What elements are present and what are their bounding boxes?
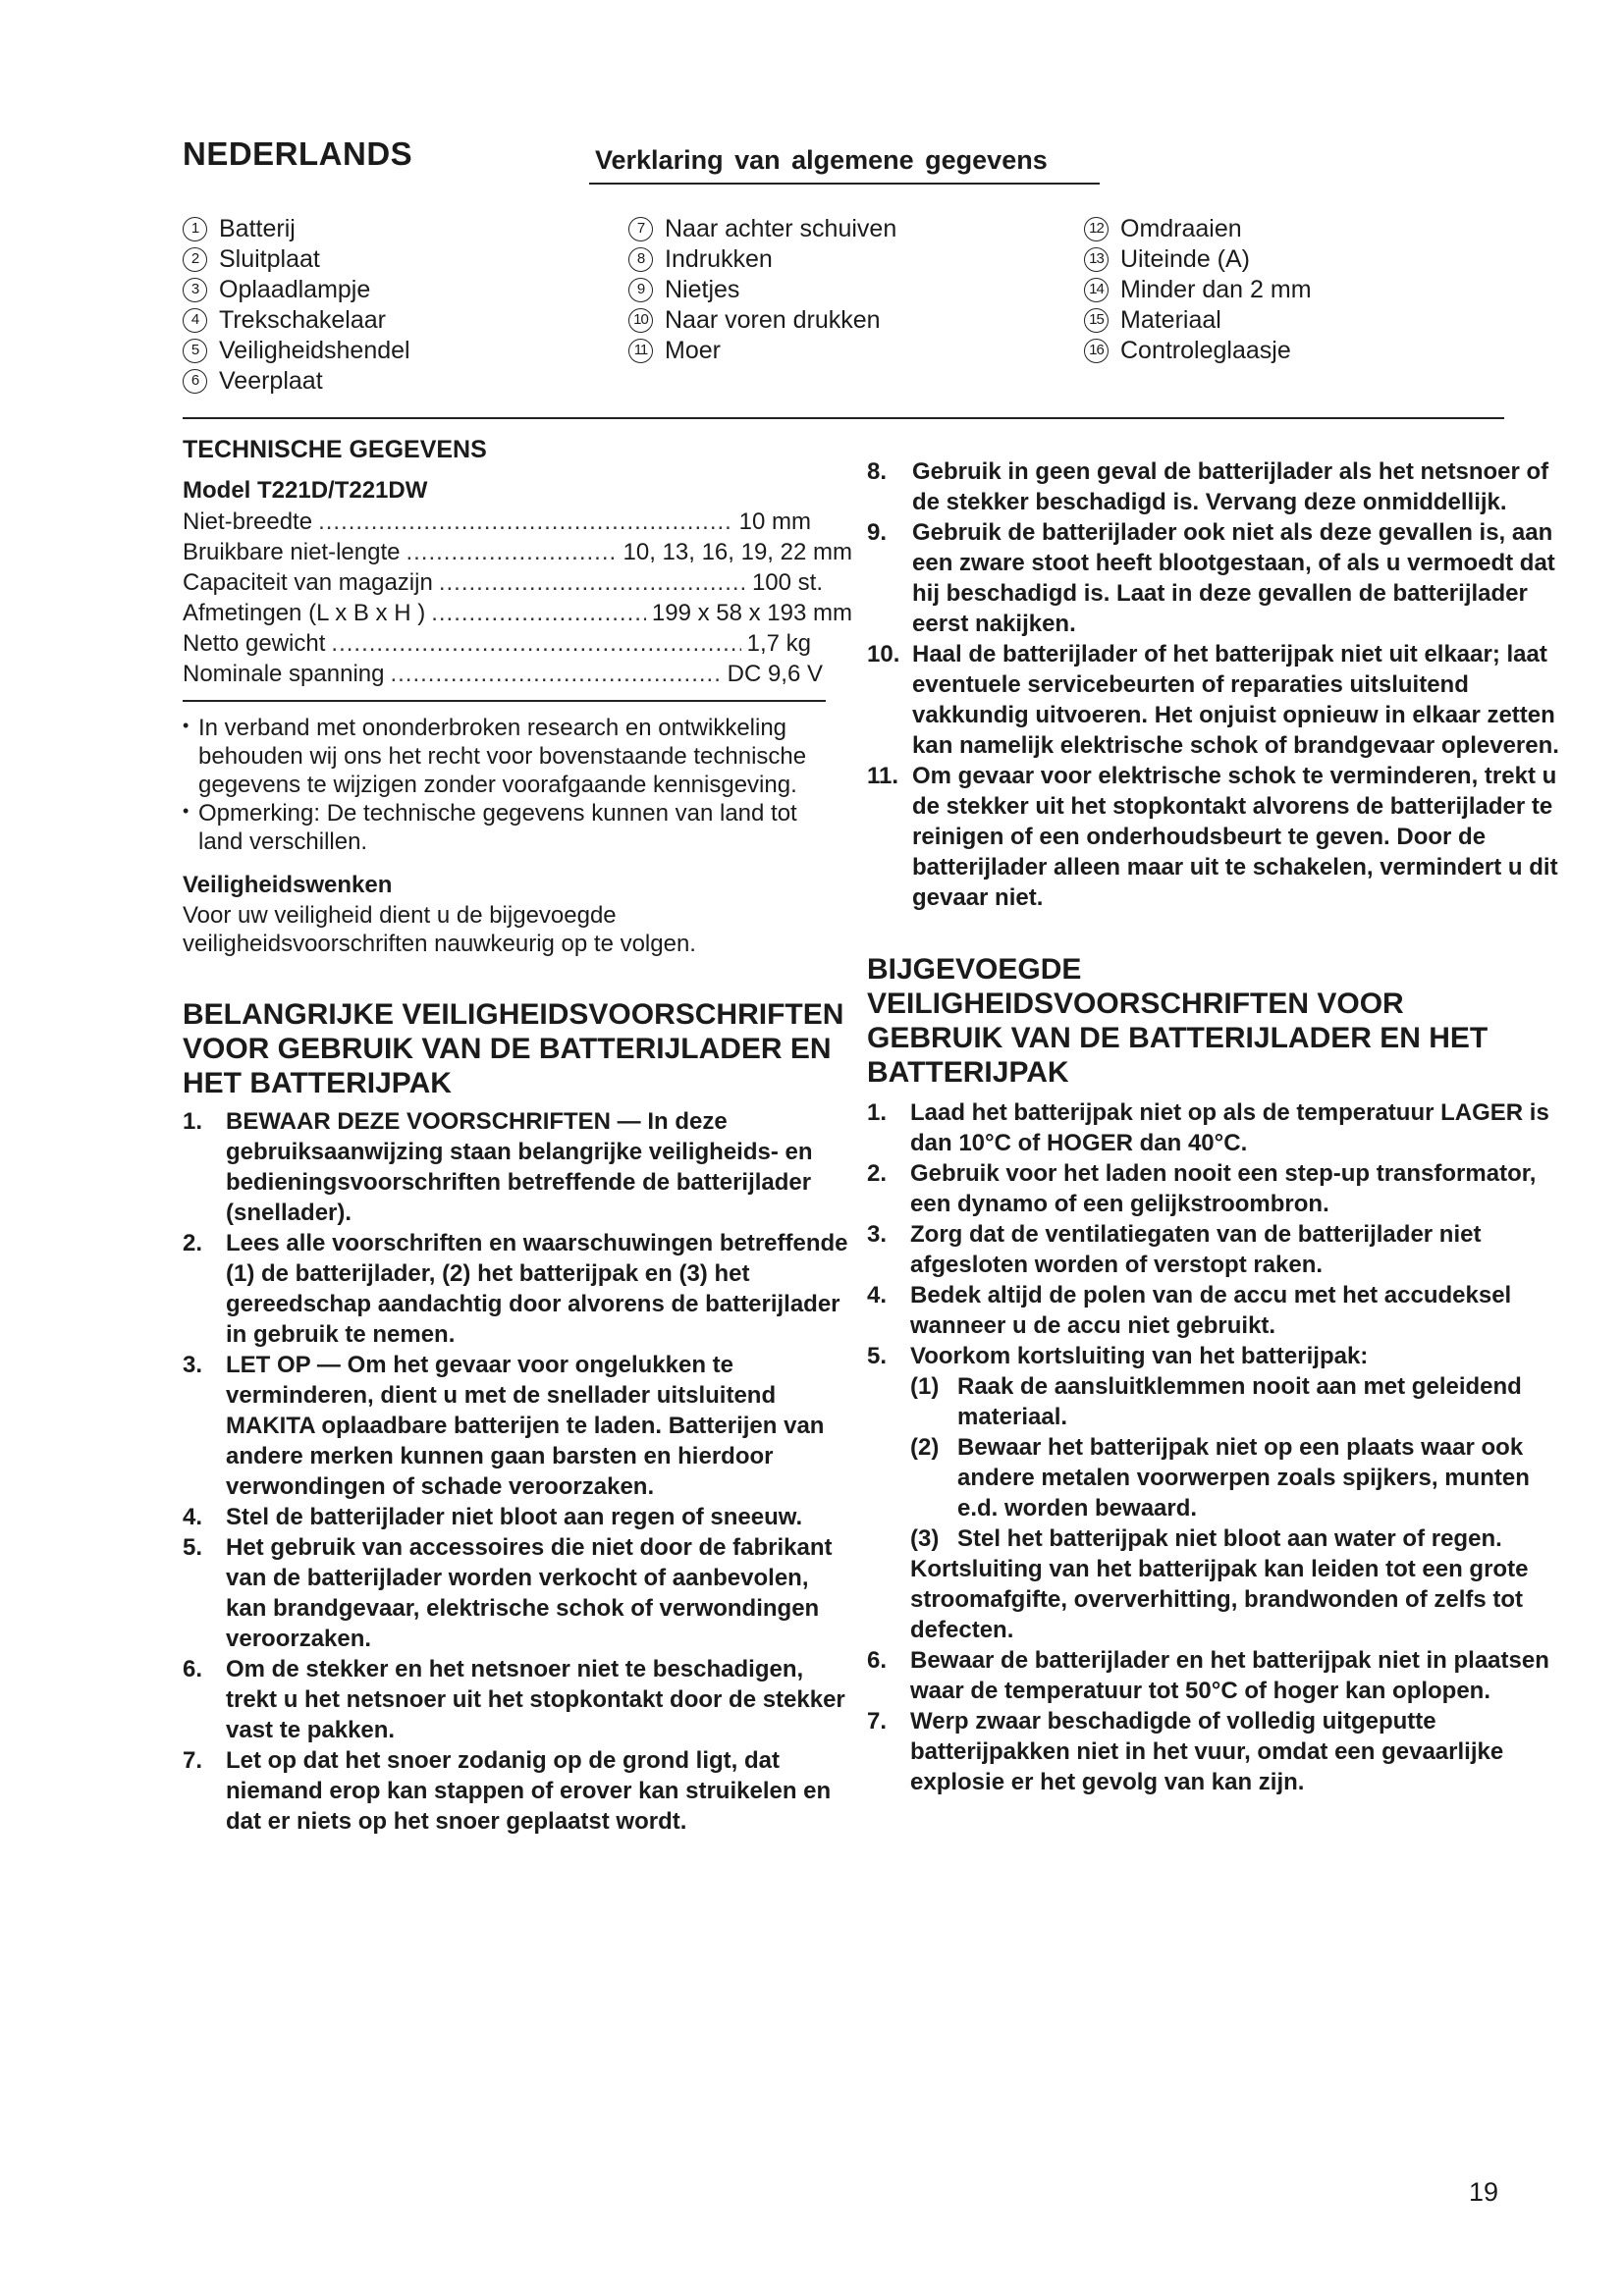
legend-item <box>628 275 896 305</box>
legend-label: Sluitplaat <box>219 245 320 273</box>
list-item-text: Gebruik in geen geval de batterijlader als het netsnoer of de stekker beschadigd is. Vervang deze onmiddellijk. <box>912 458 1549 515</box>
sub-item-text: Stel het batterijpak niet bloot aan water of regen. <box>957 1525 1502 1552</box>
legend-number-badge: 11 <box>628 339 653 363</box>
list-item <box>867 1219 1564 1280</box>
legend-item <box>1084 214 1312 244</box>
section-language-heading: NEDERLANDS <box>183 135 413 172</box>
list-item <box>183 1502 852 1532</box>
legend-column-2 <box>628 214 896 366</box>
list-item-text: Het gebruik van accessoires die niet door de fabrikant van de batterijlader worden verkocht of aanbevolen, kan brandgevaar, elektrische schok of verwondingen veroorzaken. <box>226 1534 833 1652</box>
list-item-number: 6. <box>867 1647 888 1674</box>
spec-row <box>183 507 852 537</box>
list-item-text: Laad het batterijpak niet op als de temperatuur LAGER is dan 10°C of HOGER dan 40°C. <box>910 1099 1549 1156</box>
spec-value: 10 mm <box>738 508 811 535</box>
legend-label: Veiligheidshendel <box>219 337 410 364</box>
supplied-list <box>867 1097 1564 1797</box>
important-list <box>183 1106 852 1837</box>
list-item-number: 1. <box>867 1099 888 1126</box>
list-item-text: Werp zwaar beschadigde of volledig uitgeputte batterijpakken niet in het vuur, omdat een gevaarlijke explosie er het gevolg van kan zijn. <box>910 1708 1504 1795</box>
supplied-section-title: BIJGEVOEGDE VEILIGHEIDSVOORSCHRIFTEN VOOR GEBRUIK VAN DE BATTERIJLADER EN HET BATTERIJPAK <box>867 953 1489 1089</box>
spec-leader-dots <box>439 567 746 598</box>
legend-column-3 <box>1084 214 1312 366</box>
list-item-number: 3. <box>867 1221 888 1248</box>
spec-label: Capaciteit van magazijn <box>183 569 433 596</box>
list-item-number: 2. <box>183 1230 203 1256</box>
list-item <box>867 1097 1564 1158</box>
specs-title: TECHNISCHE GEGEVENS <box>183 436 487 463</box>
safety-tips-text: Voor uw veiligheid dient u de bijgevoegde veiligheidsvoorschriften nauwkeurig op te volgen. <box>183 902 696 957</box>
legend-item <box>183 366 410 397</box>
continued-list <box>867 456 1564 913</box>
legend-number-badge: 5 <box>183 339 207 363</box>
list-item <box>183 1532 852 1654</box>
legend-label: Controleglaasje <box>1120 337 1291 364</box>
list-item-text: Haal de batterijlader of het batterijpak niet uit elkaar; laat eventuele servicebeurten of reparaties uitsluitend vakkundig uitvoeren. Het onjuist opnieuw in elkaar zetten kan namelijk elektrische schok of brandgevaar opleveren. <box>912 641 1559 759</box>
legend-label: Naar achter schuiven <box>665 215 897 242</box>
legend-number-badge: 1 <box>183 217 207 241</box>
list-item <box>183 1654 852 1745</box>
list-item-text: Stel de batterijlader niet bloot aan regen of sneeuw. <box>226 1504 803 1530</box>
list-item-number: 5. <box>867 1343 888 1369</box>
left-column <box>183 434 852 1837</box>
page-number: 19 <box>1469 2177 1499 2207</box>
list-item-number: 6. <box>183 1656 203 1682</box>
list-item-followup-text: Kortsluiting van het batterijpak kan leiden tot een grote stroomafgifte, oververhitting, brandwonden of zelfs tot defecten. <box>910 1556 1529 1643</box>
list-item-text: BEWAAR DEZE VOORSCHRIFTEN — In deze gebruiksaanwijzing staan belangrijke veiligheids- en bedieningsvoorschriften betreffende de batterijlader (snellader). <box>226 1108 813 1226</box>
legend-label: Uiteinde (A) <box>1120 245 1250 273</box>
safety-tips-title: Veiligheidswenken <box>183 872 393 898</box>
legend-number-badge: 6 <box>183 369 207 394</box>
list-item <box>867 1706 1564 1797</box>
legend-number-badge: 4 <box>183 308 207 333</box>
sub-item <box>910 1432 1564 1523</box>
list-item-number: 3. <box>183 1352 203 1378</box>
legend-item <box>1084 336 1312 366</box>
list-item-number: 8. <box>867 458 888 485</box>
list-item-number: 2. <box>867 1160 888 1187</box>
legend-item <box>628 336 896 366</box>
legend-number-badge: 10 <box>628 308 653 333</box>
legend-column-1 <box>183 214 410 397</box>
legend-label: Omdraaien <box>1120 215 1242 242</box>
list-item-number: 4. <box>183 1504 203 1530</box>
legend-number-badge: 15 <box>1084 308 1109 333</box>
sub-item-text: Raak de aansluitklemmen nooit aan met geleidend materiaal. <box>957 1373 1522 1430</box>
legend-label: Nietjes <box>665 276 740 303</box>
list-item-body <box>910 1341 1564 1645</box>
legend-number-badge: 9 <box>628 278 653 302</box>
spec-value: 199 x 58 x 193 mm <box>651 600 852 626</box>
list-item-number: 5. <box>183 1534 203 1561</box>
legend-number-badge: 12 <box>1084 217 1109 241</box>
list-item <box>867 1280 1564 1341</box>
list-item-number: 1. <box>183 1108 203 1135</box>
legend-number-badge: 8 <box>628 247 653 272</box>
spec-row <box>183 628 852 659</box>
list-item <box>183 1228 852 1350</box>
sub-item <box>910 1371 1564 1432</box>
sub-item-number: (1) <box>910 1373 940 1400</box>
list-item-text: LET OP — Om het gevaar voor ongelukken te verminderen, dient u met de snellader uitsluitend MAKITA oplaadbare batterijen te laden. Batterijen van andere merken kunnen gaan barsten en hierdoor verwondingen of schade veroorzaken. <box>226 1352 825 1500</box>
list-item <box>867 639 1564 761</box>
legend-label: Oplaadlampje <box>219 276 371 303</box>
important-section-title: BELANGRIJKE VEILIGHEIDSVOORSCHRIFTEN VOOR GEBRUIK VAN DE BATTERIJLADER EN HET BATTERIJPAK <box>183 998 844 1099</box>
spec-row <box>183 659 852 689</box>
list-item-text: Bewaar de batterijlader en het batterijpak niet in plaatsen waar de temperatuur tot 50°C of hoger kan oplopen. <box>910 1647 1549 1704</box>
legend-item <box>1084 305 1312 336</box>
spec-note: • In verband met ononderbroken research en ontwikkeling behouden wij ons het recht voor bovenstaande technische gegevens te wijzigen zonder voorafgaande kennisgeving. <box>183 714 841 799</box>
list-item-text: Lees alle voorschriften en waarschuwingen betreffende (1) de batterijlader, (2) het batterijpak en (3) het gereedschap aandachtig door alvorens de batterijlader in gebruik te nemen. <box>226 1230 848 1348</box>
spec-value: DC 9,6 V <box>727 661 823 687</box>
list-item-text: Voorkom kortsluiting van het batterijpak: <box>910 1343 1369 1369</box>
list-item <box>183 1745 852 1837</box>
sub-item-number: (2) <box>910 1434 940 1461</box>
list-item-number: 10. <box>867 641 900 667</box>
legend-number-badge: 16 <box>1084 339 1109 363</box>
page-subtitle: Verklaring van algemene gegevens <box>595 145 1048 175</box>
list-item-text: Om gevaar voor elektrische schok te verminderen, trekt u de stekker uit het stopkontakt alvorens de batterijlader te reinigen of een onderhoudsbeurt te geven. Door de batterijlader alleen maar uit te schakelen, vermindert u dit gevaar niet. <box>912 763 1558 911</box>
legend-item <box>183 336 410 366</box>
legend-item <box>183 244 410 275</box>
spec-leader-dots <box>406 537 617 567</box>
specs-model: Model T221D/T221DW <box>183 477 428 504</box>
spec-label: Niet-breedte <box>183 508 313 535</box>
legend-label: Naar voren drukken <box>665 306 881 334</box>
spec-label: Netto gewicht <box>183 630 326 657</box>
list-item-text: Gebruik de batterijlader ook niet als deze gevallen is, aan een zware stoot heeft blootgestaan, of als u vermoedt dat hij beschadigd is. Laat in deze gevallen de batterijlader eerst nakijken. <box>912 519 1555 637</box>
legend-divider <box>183 417 1504 419</box>
legend-item <box>1084 244 1312 275</box>
legend-item <box>1084 275 1312 305</box>
list-item-text: Zorg dat de ventilatiegaten van de batterijlader niet afgesloten worden of verstopt raken. <box>910 1221 1482 1278</box>
spec-value: 1,7 kg <box>746 630 811 657</box>
sub-item-number: (3) <box>910 1525 940 1552</box>
list-item-number: 7. <box>183 1747 203 1774</box>
list-item <box>867 761 1564 913</box>
right-column <box>867 456 1564 1797</box>
legend-label: Materiaal <box>1120 306 1221 334</box>
spec-leader-dots <box>431 598 646 628</box>
spec-value: 100 st. <box>751 569 823 596</box>
specs-divider <box>183 700 826 702</box>
list-item-number: 7. <box>867 1708 888 1735</box>
list-item-text: Bedek altijd de polen van de accu met het accudeksel wanneer u de accu niet gebruikt. <box>910 1282 1512 1339</box>
legend-number-badge: 7 <box>628 217 653 241</box>
spec-label: Bruikbare niet-lengte <box>183 539 401 565</box>
spec-note: • Opmerking: De technische gegevens kunnen van land tot land verschillen. <box>183 799 841 856</box>
list-item-text: Om de stekker en het netsnoer niet te beschadigen, trekt u het netsnoer uit het stopkontakt door de stekker vast te pakken. <box>226 1656 845 1743</box>
sub-item-text: Bewaar het batterijpak niet op een plaats waar ook andere metalen voorwerpen zoals spijkers, munten e.d. worden bewaard. <box>957 1434 1530 1522</box>
legend-item <box>628 244 896 275</box>
spec-row <box>183 598 852 628</box>
legend-label: Moer <box>665 337 721 364</box>
list-item-number: 9. <box>867 519 888 546</box>
legend-label: Batterij <box>219 215 296 242</box>
legend-item <box>628 214 896 244</box>
list-item <box>867 1645 1564 1706</box>
legend-item <box>183 214 410 244</box>
spec-label: Afmetingen (L x B x H ) <box>183 600 426 626</box>
sub-item <box>910 1523 1564 1554</box>
list-item <box>183 1106 852 1228</box>
list-item-text: Let op dat het snoer zodanig op de grond ligt, dat niemand erop kan stappen of erover kan struikelen en dat er niets op het snoer geplaatst wordt. <box>226 1747 832 1835</box>
list-item-number: 11. <box>867 763 899 789</box>
legend-number-badge: 14 <box>1084 278 1109 302</box>
subtitle-underline <box>589 183 1100 185</box>
spec-leader-dots <box>331 628 740 659</box>
list-item-number: 4. <box>867 1282 888 1308</box>
legend-label: Trekschakelaar <box>219 306 386 334</box>
legend-item <box>628 305 896 336</box>
list-item <box>867 456 1564 517</box>
legend-item <box>183 305 410 336</box>
spec-label: Nominale spanning <box>183 661 385 687</box>
spec-leader-dots <box>318 507 733 537</box>
legend-number-badge: 13 <box>1084 247 1109 272</box>
legend-number-badge: 3 <box>183 278 207 302</box>
list-item <box>183 1350 852 1502</box>
list-item <box>867 517 1564 639</box>
list-item <box>867 1341 1564 1645</box>
spec-value: 10, 13, 16, 19, 22 mm <box>623 539 852 565</box>
spec-leader-dots <box>390 659 721 689</box>
legend-item <box>183 275 410 305</box>
legend-label: Veerplaat <box>219 367 323 395</box>
legend-label: Indrukken <box>665 245 773 273</box>
spec-row <box>183 537 852 567</box>
spec-row <box>183 567 852 598</box>
list-item <box>867 1158 1564 1219</box>
legend-label: Minder dan 2 mm <box>1120 276 1312 303</box>
list-item-text: Gebruik voor het laden nooit een step-up transformator, een dynamo of een gelijkstroombron. <box>910 1160 1537 1217</box>
legend-number-badge: 2 <box>183 247 207 272</box>
